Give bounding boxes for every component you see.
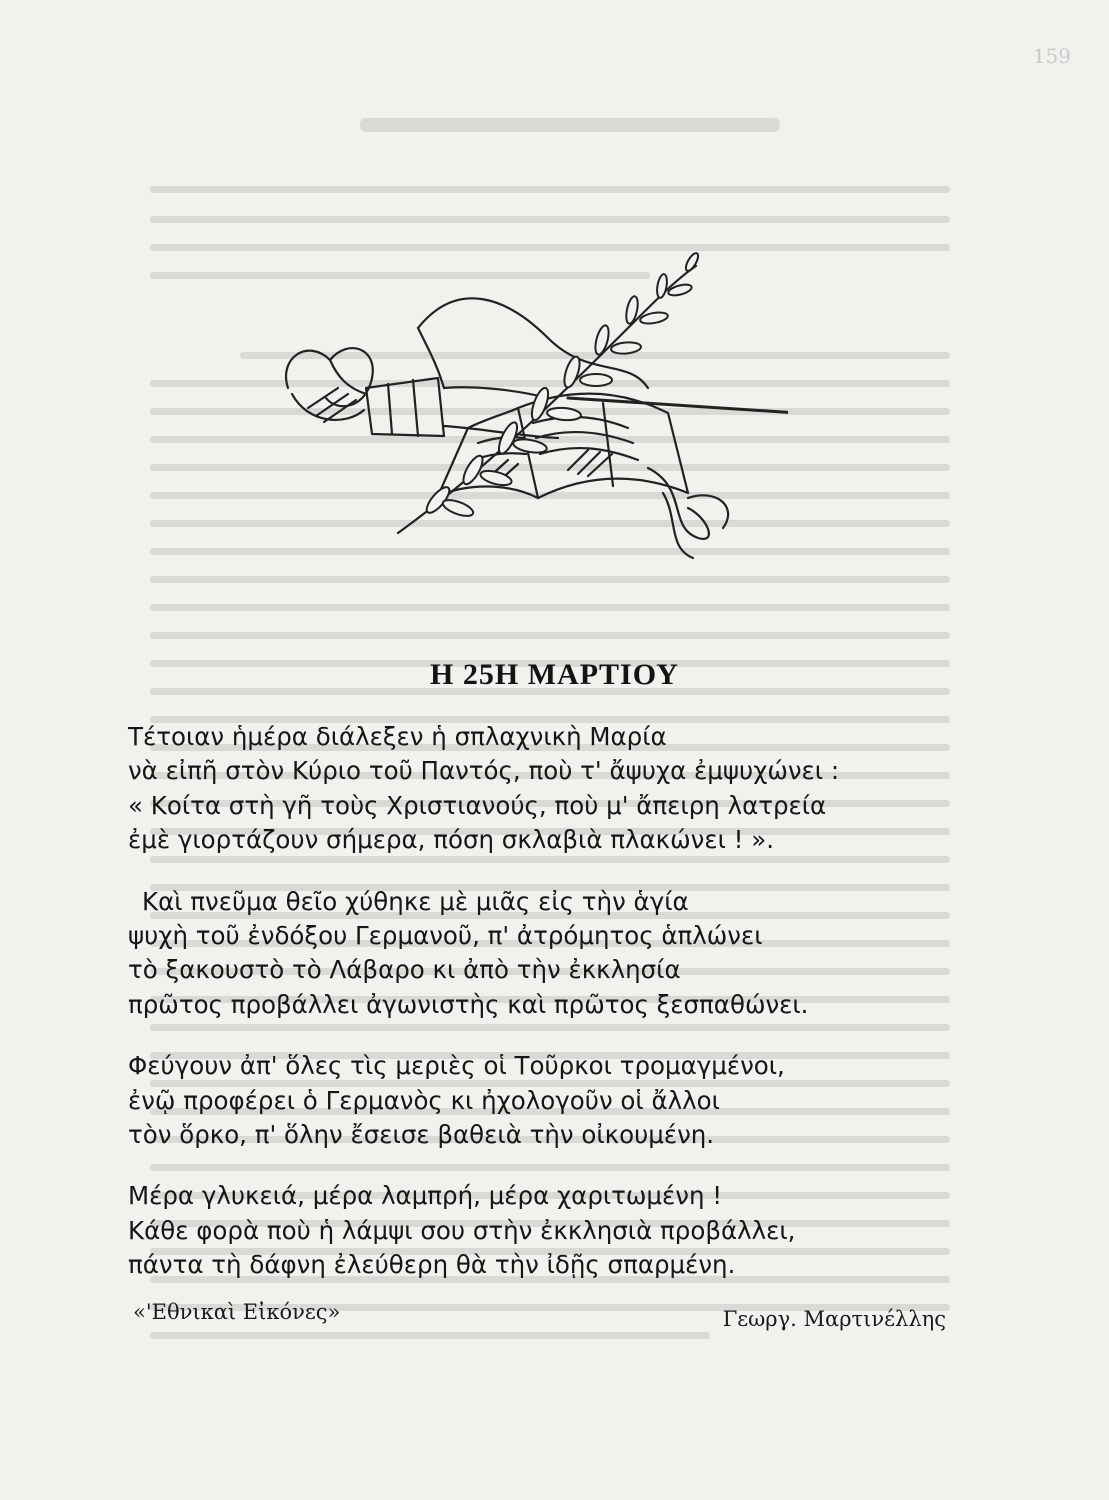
poem-line: ἐνῷ προφέρει ὁ Γερμανὸς κι ἠχολογοῦν οἱ ἄλλοι (128, 1085, 720, 1115)
poem-line: τὸν ὅρκο, π' ὅλην ἔσεισε βαθειὰ τὴν οἰκουμένη. (128, 1120, 715, 1150)
poem-line: Κάθε φορὰ ποὺ ἡ λάμψι σου στὴν ἐκκλησιὰ προβάλλει, (128, 1215, 796, 1245)
poem-line: « Κοίτα στὴ γῆ τοὺς Χριστιανούς, ποὺ μ' ἄπειρη λατρεία (128, 790, 827, 820)
source-citation: «'Εθνικαὶ Εἰκόνες» (133, 1300, 341, 1324)
poem-line: ἐμὲ γιορτάζουν σήμερα, πόση σκλαβιὰ πλακώνει ! ». (128, 825, 775, 855)
poem-line: πάντα τὴ δάφνη ἐλεύθερη θὰ τὴν ἰδῇς σπαρμένη. (128, 1250, 736, 1280)
laurel-book-flag-emblem (268, 238, 788, 578)
poem-line: Φεύγουν ἀπ' ὅλες τὶς μεριὲς οἱ Τοῦρκοι τρομαγμένοι, (128, 1051, 785, 1081)
poem-line: τὸ ξακουστὸ τὸ Λάβαρο κι ἀπὸ τὴν ἐκκλησία (128, 955, 681, 985)
poem-line: Μέρα γλυκειά, μέρα λαμπρή, μέρα χαριτωμένη ! (128, 1181, 723, 1211)
poem-body (128, 720, 988, 1310)
poem-title: Η 25Η ΜΑΡΤΙΟΥ (430, 658, 679, 691)
author-name: Γεωργ. Μαρτινέλλης (722, 1307, 946, 1331)
poem-line: ψυχὴ τοῦ ἐνδόξου Γερμανοῦ, π' ἀτρόμητος ἁπλώνει (128, 921, 763, 951)
poem-line: πρῶτος προβάλλει ἀγωνιστὴς καὶ πρῶτος ξεσπαθώνει. (128, 989, 809, 1019)
stanza (128, 885, 988, 1023)
poem-line: Τέτοιαν ἡμέρα διάλεξεν ἡ σπλαχνικὴ Μαρία (128, 722, 667, 751)
stanza (128, 1049, 988, 1152)
stanza (128, 1179, 988, 1282)
page-number: 159 (1032, 44, 1071, 68)
stanza (128, 720, 988, 858)
poem-line: Καὶ πνεῦμα θεῖο χύθηκε μὲ μιᾶς εἰς τὴν ἁγία (142, 886, 689, 916)
poem-line: νὰ εἰπῆ στὸν Κύριο τοῦ Παντός, ποὺ τ' ἄψυχα ἐμψυχώνει : (128, 756, 840, 786)
